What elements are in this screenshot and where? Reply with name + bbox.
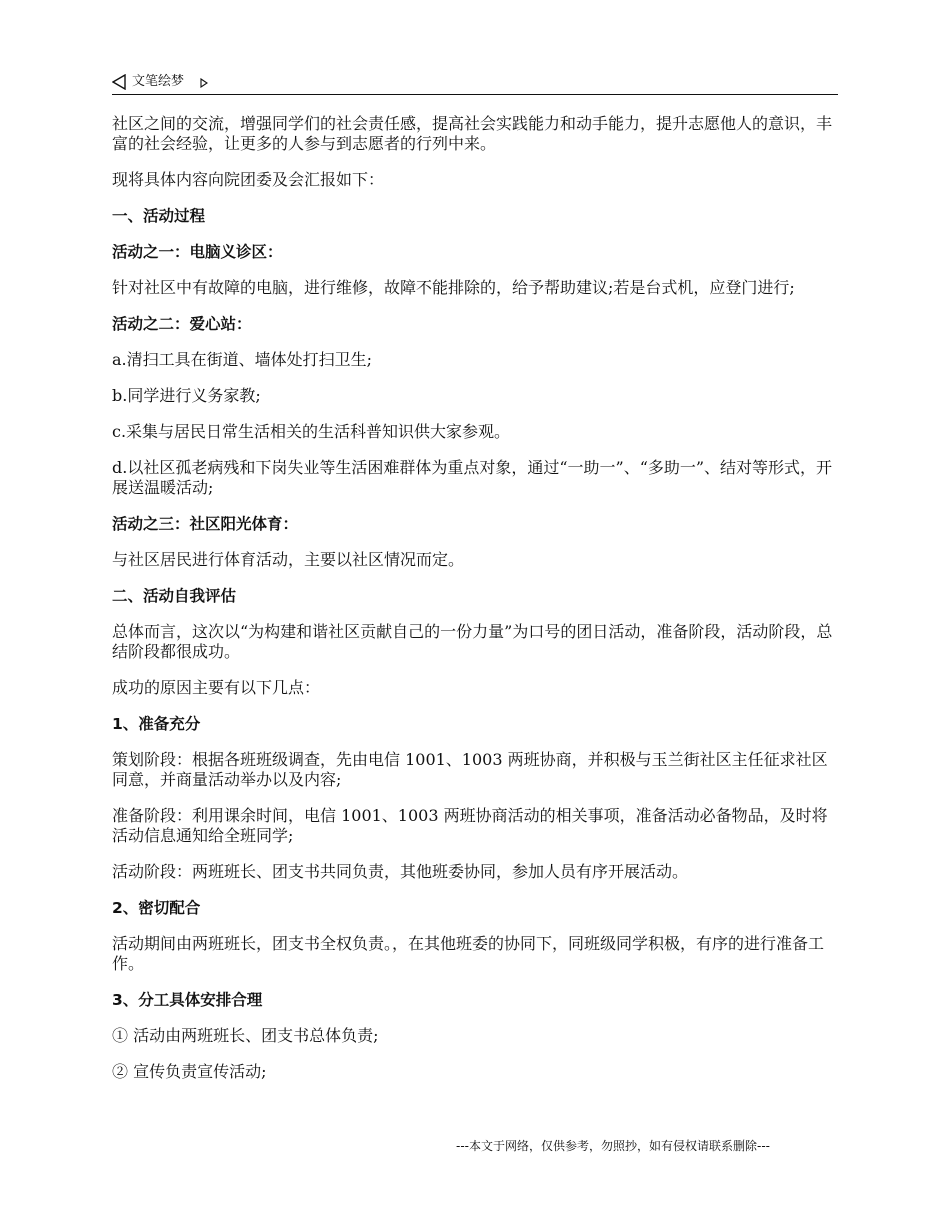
brand-name: 文笔绘梦 <box>132 74 185 89</box>
paragraph: 策划阶段：根据各班班级调查，先由电信 1001、1003 两班协商，并积极与玉兰街社区主任征求社区同意，并商量活动举办以及内容; <box>112 750 828 789</box>
list-item: d.以社区孤老病残和下岗失业等生活困难群体为重点对象，通过“一助一”、“多助一”、结对等形式，开展送温暖活动; <box>112 458 833 497</box>
section-heading: 一、活动过程 <box>112 207 206 225</box>
list-item: b.同学进行义务家教; <box>112 386 261 405</box>
subsection-heading: 1、准备充分 <box>112 715 201 733</box>
paragraph: 与社区居民进行体育活动，主要以社区情况而定。 <box>112 550 465 569</box>
list-item: ① 活动由两班班长、团支书总体负责; <box>112 1026 379 1045</box>
header-brand <box>112 74 184 90</box>
triangle-right-icon <box>200 78 208 88</box>
paragraph: 社区之间的交流，增强同学们的社会责任感，提高社会实践能力和动手能力，提升志愿他人的意识，丰富的社会经验，让更多的人参与到志愿者的行列中来。 <box>112 114 833 153</box>
subsection-heading: 活动之三：社区阳光体育： <box>112 515 299 533</box>
list-item: ② 宣传负责宣传活动; <box>112 1062 267 1081</box>
subsection-heading: 活动之一：电脑义诊区： <box>112 243 283 261</box>
section-heading: 二、活动自我评估 <box>112 587 237 605</box>
paragraph: 总体而言，这次以“为构建和谐社区贡献自己的一份力量”为口号的团日活动，准备阶段，活动阶段，总结阶段都很成功。 <box>112 622 833 661</box>
paragraph: 现将具体内容向院团委及会汇报如下： <box>112 170 385 189</box>
page-footer: ---本文于网络，仅供参考，勿照抄，如有侵权请联系删除--- <box>456 1139 770 1153</box>
paragraph: 活动阶段：两班班长、团支书共同负责，其他班委协同，参加人员有序开展活动。 <box>112 862 689 881</box>
subsection-heading: 3、分工具体安排合理 <box>112 991 263 1009</box>
list-item: a.清扫工具在街道、墙体处打扫卫生; <box>112 350 373 369</box>
paragraph: 针对社区中有故障的电脑，进行维修，故障不能排除的，给予帮助建议;若是台式机，应登门进行; <box>112 278 795 297</box>
document-body <box>112 114 842 1098</box>
list-item: c.采集与居民日常生活相关的生活科普知识供大家参观。 <box>112 422 511 441</box>
triangle-left-icon <box>112 74 126 90</box>
paragraph: 成功的原因主要有以下几点： <box>112 678 321 697</box>
subsection-heading: 2、密切配合 <box>112 899 201 917</box>
subsection-heading: 活动之二：爱心站： <box>112 315 252 333</box>
page-header <box>112 72 838 95</box>
paragraph: 活动期间由两班班长，团支书全权负责。，在其他班委的协同下，同班级同学积极，有序的进行准备工作。 <box>112 934 825 973</box>
paragraph: 准备阶段：利用课余时间，电信 1001、1003 两班协商活动的相关事项，准备活动必备物品，及时将活动信息通知给全班同学; <box>112 806 828 845</box>
